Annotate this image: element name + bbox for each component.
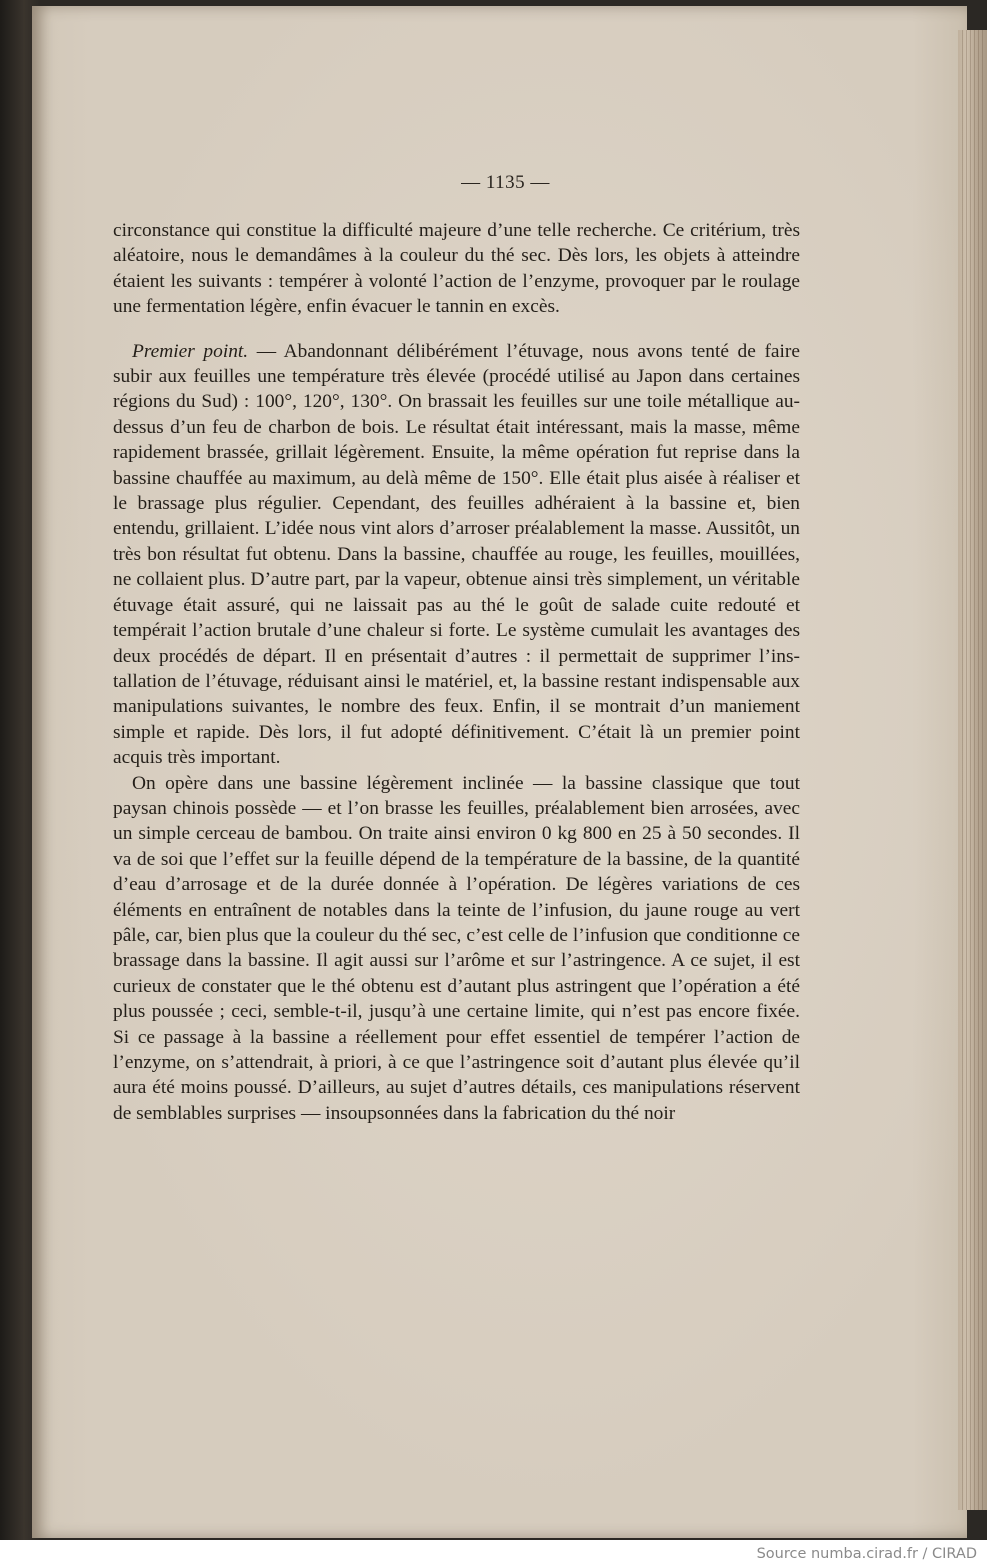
paragraph-3-text: On opère dans une bassine légèrement inclinée — la bassine classique que tout paysan chinois possède — et l’on brasse les feuilles, préalablement bien arrosées, avec un simple cerceau de bambou. On traite ainsi environ 0 kg 800 en 25 à 50 secondes. Il va de soi que l’effet sur la feuille dépend de la température de la bassine, de la quantité d’eau d’arrosage et de la durée donnée à l’opération. De légères variations de ces éléments en entraînent de notables dans la teinte de l’infusion, du jaune rouge au vert pâle, car, bien plus que la couleur du thé sec, c’est celle de l’infusion que conditionne ce brassage dans la bassine. Il agit aussi sur l’arôme et sur l’astringence. A ce sujet, il est curieux de constater que le thé obtenu est d’autant plus astringent que l’opération a été plus poussée ; ceci, semble-t-il, jusqu’à une certaine limite, qui n’est pas encore fixée. Si ce passage à la bassine a réellement pour effet essentiel de tempérer l’action de l’enzyme, on s’attendrait, à priori, à ce que l’astringence soit d’autant plus élevée qu’il aura été moins poussé. D’ailleurs, au sujet d’autres détails, ces manipulations réservent de semblables surprises — insoupsonnées dans la fabrication du thé noir <box>113 772 800 1124</box>
body-text <box>113 218 800 1126</box>
paragraph-2 <box>113 339 800 771</box>
paragraph-2-text: — Abandonnant délibérément l’étuvage, nous avons tenté de faire subir aux feuilles une température très élevée (procédé utilisé au Japon dans certaines régions du Sud) : 100°, 120°, 130°. On brassait les feuilles sur une toile métallique au-dessus d’un feu de charbon de bois. Le résultat était intéressant, mais la masse, même rapidement brassée, grillait légèrement. Ensuite, la même opération fut reprise dans la bassine chauffée au maximum, au delà même de 150°. Elle était plus aisée à réaliser et le brassage plus régulier. Cependant, des feuilles adhéraient à la bassine et, bien entendu, grillaient. L’idée nous vint alors d’arroser préalablement la masse. Aussitôt, un très bon résultat fut obtenu. Dans la bassine, chauffée au rouge, les feuilles, mouillées, ne collaient plus. D’autre part, par la vapeur, obtenue ainsi très simplement, un véritable étuvage était assuré, qui ne laissait pas au thé le goût de salade cuite redouté et tempérait l’action brutale d’une chaleur si forte. Le système cumulait les avantages des deux procédés de départ. Il en présentait d’autres : il permettait de supprimer l’installation de l’étuvage, réduisant ainsi le matériel, et, la bassine restant indispensable aux manipulations suivantes, le nombre des feux. Enfin, il se montrait d’un maniement simple et rapide. Dès lors, il fut adopté définitivement. C’était là un premier point acquis très important. <box>113 340 800 769</box>
paragraph-gap <box>113 320 800 339</box>
paragraph-1 <box>113 218 800 320</box>
paragraph-2-lead: Premier point. <box>132 340 249 362</box>
page-number: — 1135 — <box>461 172 550 193</box>
page-edge-lines <box>962 30 984 1510</box>
source-credit: Source numba.cirad.fr / CIRAD <box>756 1546 977 1562</box>
paragraph-3 <box>113 771 800 1127</box>
paragraph-1-text: circonstance qui constitue la difficulté majeure d’une telle recherche. Ce critérium, très aléatoire, nous le demandâmes à la couleur du thé sec. Dès lors, les objets à atteindre étaient les suivants : tempérer à volonté l’action de l’enzyme, provoquer par le roulage une fermentation légère, enfin évacuer le tannin en excès. <box>113 220 800 318</box>
